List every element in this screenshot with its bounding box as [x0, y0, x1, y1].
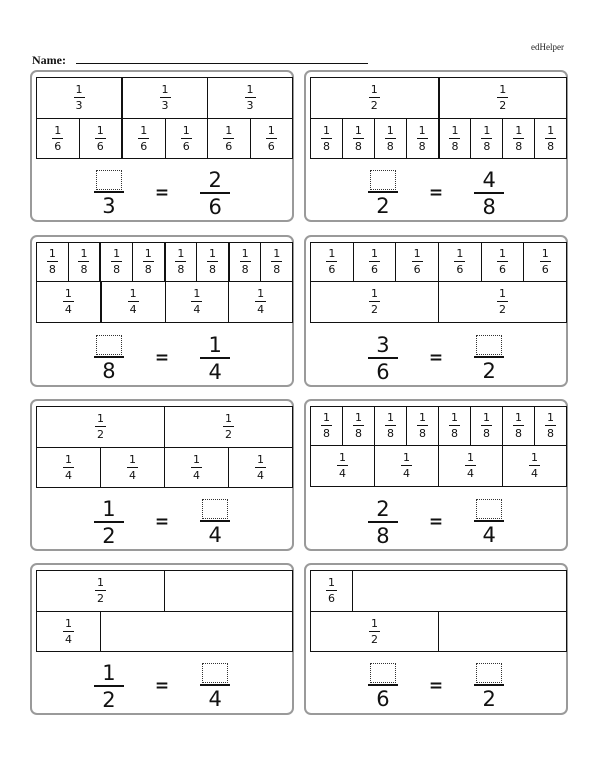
- fraction-numerator: 1: [113, 247, 121, 260]
- strip-cell: [535, 407, 566, 445]
- strip-cell: [311, 446, 375, 486]
- fraction-denominator: 8: [451, 427, 458, 440]
- fraction-denominator: 8: [387, 427, 394, 440]
- fraction-denominator: 4: [65, 632, 72, 646]
- strip-cell: [37, 119, 80, 158]
- left-denominator: 6: [376, 686, 390, 711]
- answer-box[interactable]: [96, 335, 122, 355]
- fraction-denominator: 2: [371, 303, 378, 316]
- right-denominator: 6: [208, 194, 222, 219]
- strip-row-top: [36, 406, 293, 448]
- problem-card-5: [30, 399, 294, 551]
- equation: [32, 659, 292, 713]
- fraction-denominator: 8: [208, 263, 216, 276]
- right-denominator: 2: [482, 686, 496, 711]
- answer-box[interactable]: [202, 499, 228, 519]
- fraction-numerator: 1: [515, 123, 523, 137]
- fraction-numerator: 1: [499, 83, 507, 96]
- problem-card-3: [30, 235, 294, 387]
- strip-cell: [165, 407, 292, 447]
- problem-card-6: [304, 399, 568, 551]
- strip-cell: [471, 407, 503, 445]
- fraction-numerator: 1: [225, 123, 233, 137]
- fraction-numerator: 1: [246, 83, 254, 96]
- fraction-denominator: 8: [418, 139, 426, 153]
- fraction-denominator: 4: [129, 303, 137, 316]
- fraction-numerator: 1: [182, 123, 190, 137]
- problem-card-8: [304, 563, 568, 715]
- fraction-numerator: 1: [257, 452, 264, 466]
- strip-cell: [407, 119, 440, 158]
- strip-cell: [69, 243, 102, 281]
- answer-box[interactable]: [476, 499, 502, 519]
- fraction-denominator: 6: [371, 263, 378, 276]
- strip-cell: [311, 243, 354, 281]
- fraction-denominator: 4: [64, 303, 72, 316]
- fraction-numerator: 1: [48, 247, 56, 260]
- left-denominator: 8: [376, 523, 390, 548]
- answer-box[interactable]: [370, 663, 396, 683]
- fraction-numerator: 1: [354, 123, 362, 137]
- fraction-numerator: 1: [403, 451, 410, 464]
- fraction-numerator: 1: [75, 83, 83, 96]
- strip-row-top: [310, 570, 567, 612]
- fraction-denominator: 6: [140, 139, 148, 153]
- strip-cell: [343, 407, 375, 445]
- fraction-denominator: 2: [97, 428, 104, 441]
- fraction-numerator: 1: [371, 616, 378, 630]
- fraction-numerator: 1: [419, 411, 426, 424]
- fraction-denominator: 6: [182, 139, 190, 153]
- fraction-denominator: 8: [241, 263, 249, 276]
- equals-sign: =: [154, 183, 170, 203]
- strip-cell: [343, 119, 375, 158]
- fraction-numerator: 1: [267, 123, 275, 137]
- fraction-denominator: 6: [499, 263, 507, 276]
- left-denominator: 8: [102, 358, 116, 383]
- left-numerator: 1: [102, 660, 116, 685]
- fraction-denominator: 4: [129, 468, 136, 482]
- strip-cell: [482, 243, 525, 281]
- fraction-denominator: 4: [467, 467, 474, 480]
- fraction-numerator: 1: [177, 247, 185, 260]
- strip-row-bottom: [310, 118, 567, 159]
- strip-cell: [208, 119, 251, 158]
- fraction-numerator: 1: [208, 247, 216, 260]
- strip-row-bottom: [310, 281, 567, 323]
- fraction-numerator: 1: [161, 83, 169, 96]
- fraction-denominator: 2: [499, 99, 507, 112]
- fraction-denominator: 4: [531, 467, 538, 480]
- answer-box[interactable]: [370, 170, 396, 190]
- right-denominator: 4: [208, 522, 222, 547]
- strip-row-top: [310, 242, 567, 282]
- fraction-denominator: 2: [371, 632, 378, 646]
- right-numerator: 4: [482, 167, 496, 192]
- strip-cell: [37, 612, 101, 651]
- fraction-denominator: 6: [225, 139, 233, 153]
- fraction-denominator: 3: [75, 99, 83, 112]
- fraction-numerator: 1: [418, 123, 426, 137]
- fraction-numerator: 1: [257, 287, 265, 300]
- fraction-denominator: 8: [515, 139, 523, 153]
- fraction-numerator: 1: [547, 411, 554, 424]
- strip-cell: [102, 282, 166, 322]
- fraction-numerator: 1: [413, 247, 421, 260]
- left-denominator: 6: [376, 359, 390, 384]
- strip-cell: [101, 243, 133, 281]
- strip-cell: [503, 119, 535, 158]
- right-denominator: 4: [208, 686, 222, 711]
- strip-cell: [375, 446, 439, 486]
- fraction-numerator: 1: [241, 247, 249, 260]
- fraction-numerator: 1: [541, 247, 549, 260]
- strip-cell: [37, 78, 123, 118]
- answer-box[interactable]: [96, 170, 122, 190]
- fraction-denominator: 2: [97, 592, 104, 605]
- strip-cell: [354, 243, 397, 281]
- fraction-denominator: 2: [225, 428, 232, 441]
- strip-cell-empty: [439, 612, 566, 651]
- problem-card-7: [30, 563, 294, 715]
- fraction-denominator: 8: [177, 263, 185, 276]
- fraction-numerator: 1: [273, 247, 281, 260]
- fraction-numerator: 1: [140, 123, 148, 137]
- strip-cell: [37, 282, 102, 322]
- fraction-denominator: 6: [456, 263, 464, 276]
- equals-sign: =: [154, 348, 170, 368]
- strip-cell: [230, 243, 262, 281]
- strip-cell: [440, 78, 567, 118]
- equals-sign: =: [428, 183, 444, 203]
- equals-sign: =: [428, 676, 444, 696]
- strip-cell: [123, 78, 208, 118]
- fraction-denominator: 6: [54, 139, 62, 153]
- equation: [32, 331, 292, 385]
- answer-box[interactable]: [476, 663, 502, 683]
- fraction-numerator: 1: [483, 123, 491, 137]
- fraction-numerator: 1: [387, 411, 394, 424]
- strip-cell: [261, 243, 292, 281]
- strip-cell: [375, 119, 407, 158]
- strip-row-bottom: [36, 281, 293, 323]
- strip-cell: [251, 119, 293, 158]
- fraction-numerator: 1: [193, 452, 200, 466]
- strip-row-bottom: [36, 447, 293, 488]
- strip-cell: [535, 119, 566, 158]
- strip-cell: [503, 446, 566, 486]
- strip-cell: [439, 446, 503, 486]
- strip-cell: [407, 407, 439, 445]
- fraction-numerator: 1: [144, 247, 152, 260]
- right-denominator: 4: [482, 522, 496, 547]
- fraction-denominator: 8: [323, 427, 330, 440]
- fraction-denominator: 4: [257, 303, 265, 316]
- left-numerator: 2: [376, 496, 390, 521]
- equation: [306, 659, 566, 713]
- equation: [306, 166, 566, 220]
- strip-row-bottom: [36, 118, 293, 159]
- fraction-numerator: 1: [451, 123, 459, 137]
- fraction-numerator: 1: [80, 247, 88, 260]
- strip-cell: [439, 282, 566, 322]
- fraction-denominator: 8: [483, 427, 490, 440]
- fraction-denominator: 8: [354, 139, 362, 153]
- left-denominator: 2: [102, 687, 116, 712]
- strip-row-top: [310, 77, 567, 119]
- fraction-denominator: 4: [403, 467, 410, 480]
- fraction-denominator: 8: [515, 427, 522, 440]
- strip-cell: [80, 119, 124, 158]
- fraction-numerator: 1: [225, 412, 232, 425]
- strip-cell-empty: [101, 612, 292, 651]
- right-denominator: 8: [482, 194, 496, 219]
- fraction-denominator: 8: [386, 139, 394, 153]
- fraction-denominator: 8: [355, 427, 362, 440]
- strip-cell: [101, 448, 165, 487]
- strip-cell: [311, 612, 439, 651]
- fraction-numerator: 1: [483, 411, 490, 424]
- fraction-denominator: 8: [483, 139, 491, 153]
- fraction-numerator: 1: [96, 123, 104, 137]
- fraction-denominator: 4: [193, 303, 201, 316]
- strip-cell: [166, 119, 209, 158]
- strip-row-bottom: [310, 445, 567, 487]
- strip-row-bottom: [310, 611, 567, 652]
- fraction-denominator: 8: [419, 427, 426, 440]
- strip-cell: [37, 243, 69, 281]
- fraction-numerator: 1: [322, 123, 330, 137]
- fraction-numerator: 1: [499, 287, 506, 300]
- fraction-numerator: 1: [54, 123, 62, 137]
- fraction-numerator: 1: [65, 616, 72, 630]
- fraction-numerator: 1: [456, 247, 464, 260]
- fraction-numerator: 1: [547, 123, 555, 137]
- strip-cell: [208, 78, 292, 118]
- strip-row-top: [36, 570, 293, 612]
- strip-cell: [396, 243, 439, 281]
- fraction-denominator: 8: [547, 427, 554, 440]
- fraction-numerator: 1: [97, 576, 104, 589]
- fraction-denominator: 8: [113, 263, 121, 276]
- fraction-numerator: 1: [64, 287, 72, 300]
- strip-cell: [439, 243, 482, 281]
- strip-cell: [37, 571, 165, 611]
- fraction-denominator: 4: [193, 468, 200, 482]
- strip-cell: [123, 119, 166, 158]
- strip-cell: [439, 407, 471, 445]
- equation: [306, 331, 566, 385]
- equation: [32, 166, 292, 220]
- right-denominator: 2: [482, 358, 496, 383]
- strip-cell: [165, 448, 229, 487]
- problem-card-2: [304, 70, 568, 222]
- fraction-denominator: 4: [65, 468, 72, 482]
- equation: [306, 495, 566, 549]
- strip-cell: [133, 243, 166, 281]
- fraction-denominator: 4: [257, 468, 264, 482]
- fraction-numerator: 1: [371, 247, 378, 260]
- equation: [32, 495, 292, 549]
- strip-row-top: [36, 77, 293, 119]
- fraction-numerator: 1: [323, 411, 330, 424]
- strip-cell: [166, 282, 230, 322]
- right-numerator: 2: [208, 167, 222, 192]
- fraction-denominator: 6: [328, 592, 335, 605]
- strip-cell: [197, 243, 230, 281]
- strip-cell: [311, 119, 343, 158]
- fraction-denominator: 8: [451, 139, 459, 153]
- fraction-denominator: 6: [267, 139, 275, 153]
- strip-row-top: [310, 406, 567, 446]
- fraction-denominator: 8: [80, 263, 88, 276]
- fraction-denominator: 8: [144, 263, 152, 276]
- fraction-numerator: 1: [129, 452, 136, 466]
- right-numerator: 1: [208, 332, 222, 357]
- left-denominator: 2: [376, 193, 390, 218]
- fraction-denominator: 8: [547, 139, 555, 153]
- equals-sign: =: [154, 512, 170, 532]
- strip-cell: [471, 119, 503, 158]
- fraction-numerator: 1: [97, 412, 104, 425]
- left-numerator: 3: [376, 332, 390, 357]
- fraction-numerator: 1: [515, 411, 522, 424]
- brand-label: edHelper: [531, 42, 564, 52]
- name-label: Name:: [32, 53, 66, 67]
- left-numerator: 1: [102, 496, 116, 521]
- fraction-numerator: 1: [467, 451, 474, 464]
- fraction-denominator: 2: [370, 99, 378, 112]
- fraction-numerator: 1: [370, 83, 378, 96]
- fraction-numerator: 1: [328, 576, 335, 589]
- fraction-denominator: 6: [541, 263, 549, 276]
- fraction-denominator: 8: [273, 263, 281, 276]
- problem-card-1: [30, 70, 294, 222]
- equals-sign: =: [428, 512, 444, 532]
- answer-box[interactable]: [476, 335, 502, 355]
- strip-cell: [440, 119, 472, 158]
- fraction-denominator: 6: [96, 139, 104, 153]
- equals-sign: =: [428, 348, 444, 368]
- strip-cell: [311, 78, 440, 118]
- strip-cell: [311, 571, 353, 611]
- strip-cell-empty: [353, 571, 566, 611]
- fraction-denominator: 6: [328, 263, 336, 276]
- fraction-numerator: 1: [371, 287, 378, 300]
- fraction-numerator: 1: [355, 411, 362, 424]
- name-input-line[interactable]: [76, 63, 368, 64]
- fraction-denominator: 6: [413, 263, 421, 276]
- equals-sign: =: [154, 676, 170, 696]
- strip-cell: [524, 243, 566, 281]
- strip-cell: [375, 407, 407, 445]
- fraction-denominator: 3: [246, 99, 254, 112]
- fraction-numerator: 1: [339, 451, 346, 464]
- strip-cell: [503, 407, 535, 445]
- strip-row-top: [36, 242, 293, 282]
- fraction-numerator: 1: [499, 247, 507, 260]
- answer-box[interactable]: [202, 663, 228, 683]
- fraction-numerator: 1: [193, 287, 201, 300]
- fraction-numerator: 1: [531, 451, 538, 464]
- fraction-numerator: 1: [328, 247, 336, 260]
- fraction-numerator: 1: [65, 452, 72, 466]
- fraction-numerator: 1: [451, 411, 458, 424]
- strip-cell: [37, 448, 101, 487]
- strip-cell: [166, 243, 198, 281]
- fraction-denominator: 3: [161, 99, 169, 112]
- left-denominator: 3: [102, 193, 116, 218]
- fraction-denominator: 8: [322, 139, 330, 153]
- strip-cell: [311, 407, 343, 445]
- strip-row-bottom: [36, 611, 293, 652]
- problem-card-4: [304, 235, 568, 387]
- fraction-denominator: 8: [48, 263, 56, 276]
- strip-cell-empty: [165, 571, 292, 611]
- strip-cell: [229, 448, 292, 487]
- fraction-denominator: 4: [339, 467, 346, 480]
- right-denominator: 4: [208, 359, 222, 384]
- fraction-numerator: 1: [386, 123, 394, 137]
- fraction-denominator: 2: [499, 303, 506, 316]
- left-denominator: 2: [102, 523, 116, 548]
- strip-cell: [229, 282, 292, 322]
- strip-cell: [311, 282, 439, 322]
- strip-cell: [37, 407, 165, 447]
- fraction-numerator: 1: [129, 287, 137, 300]
